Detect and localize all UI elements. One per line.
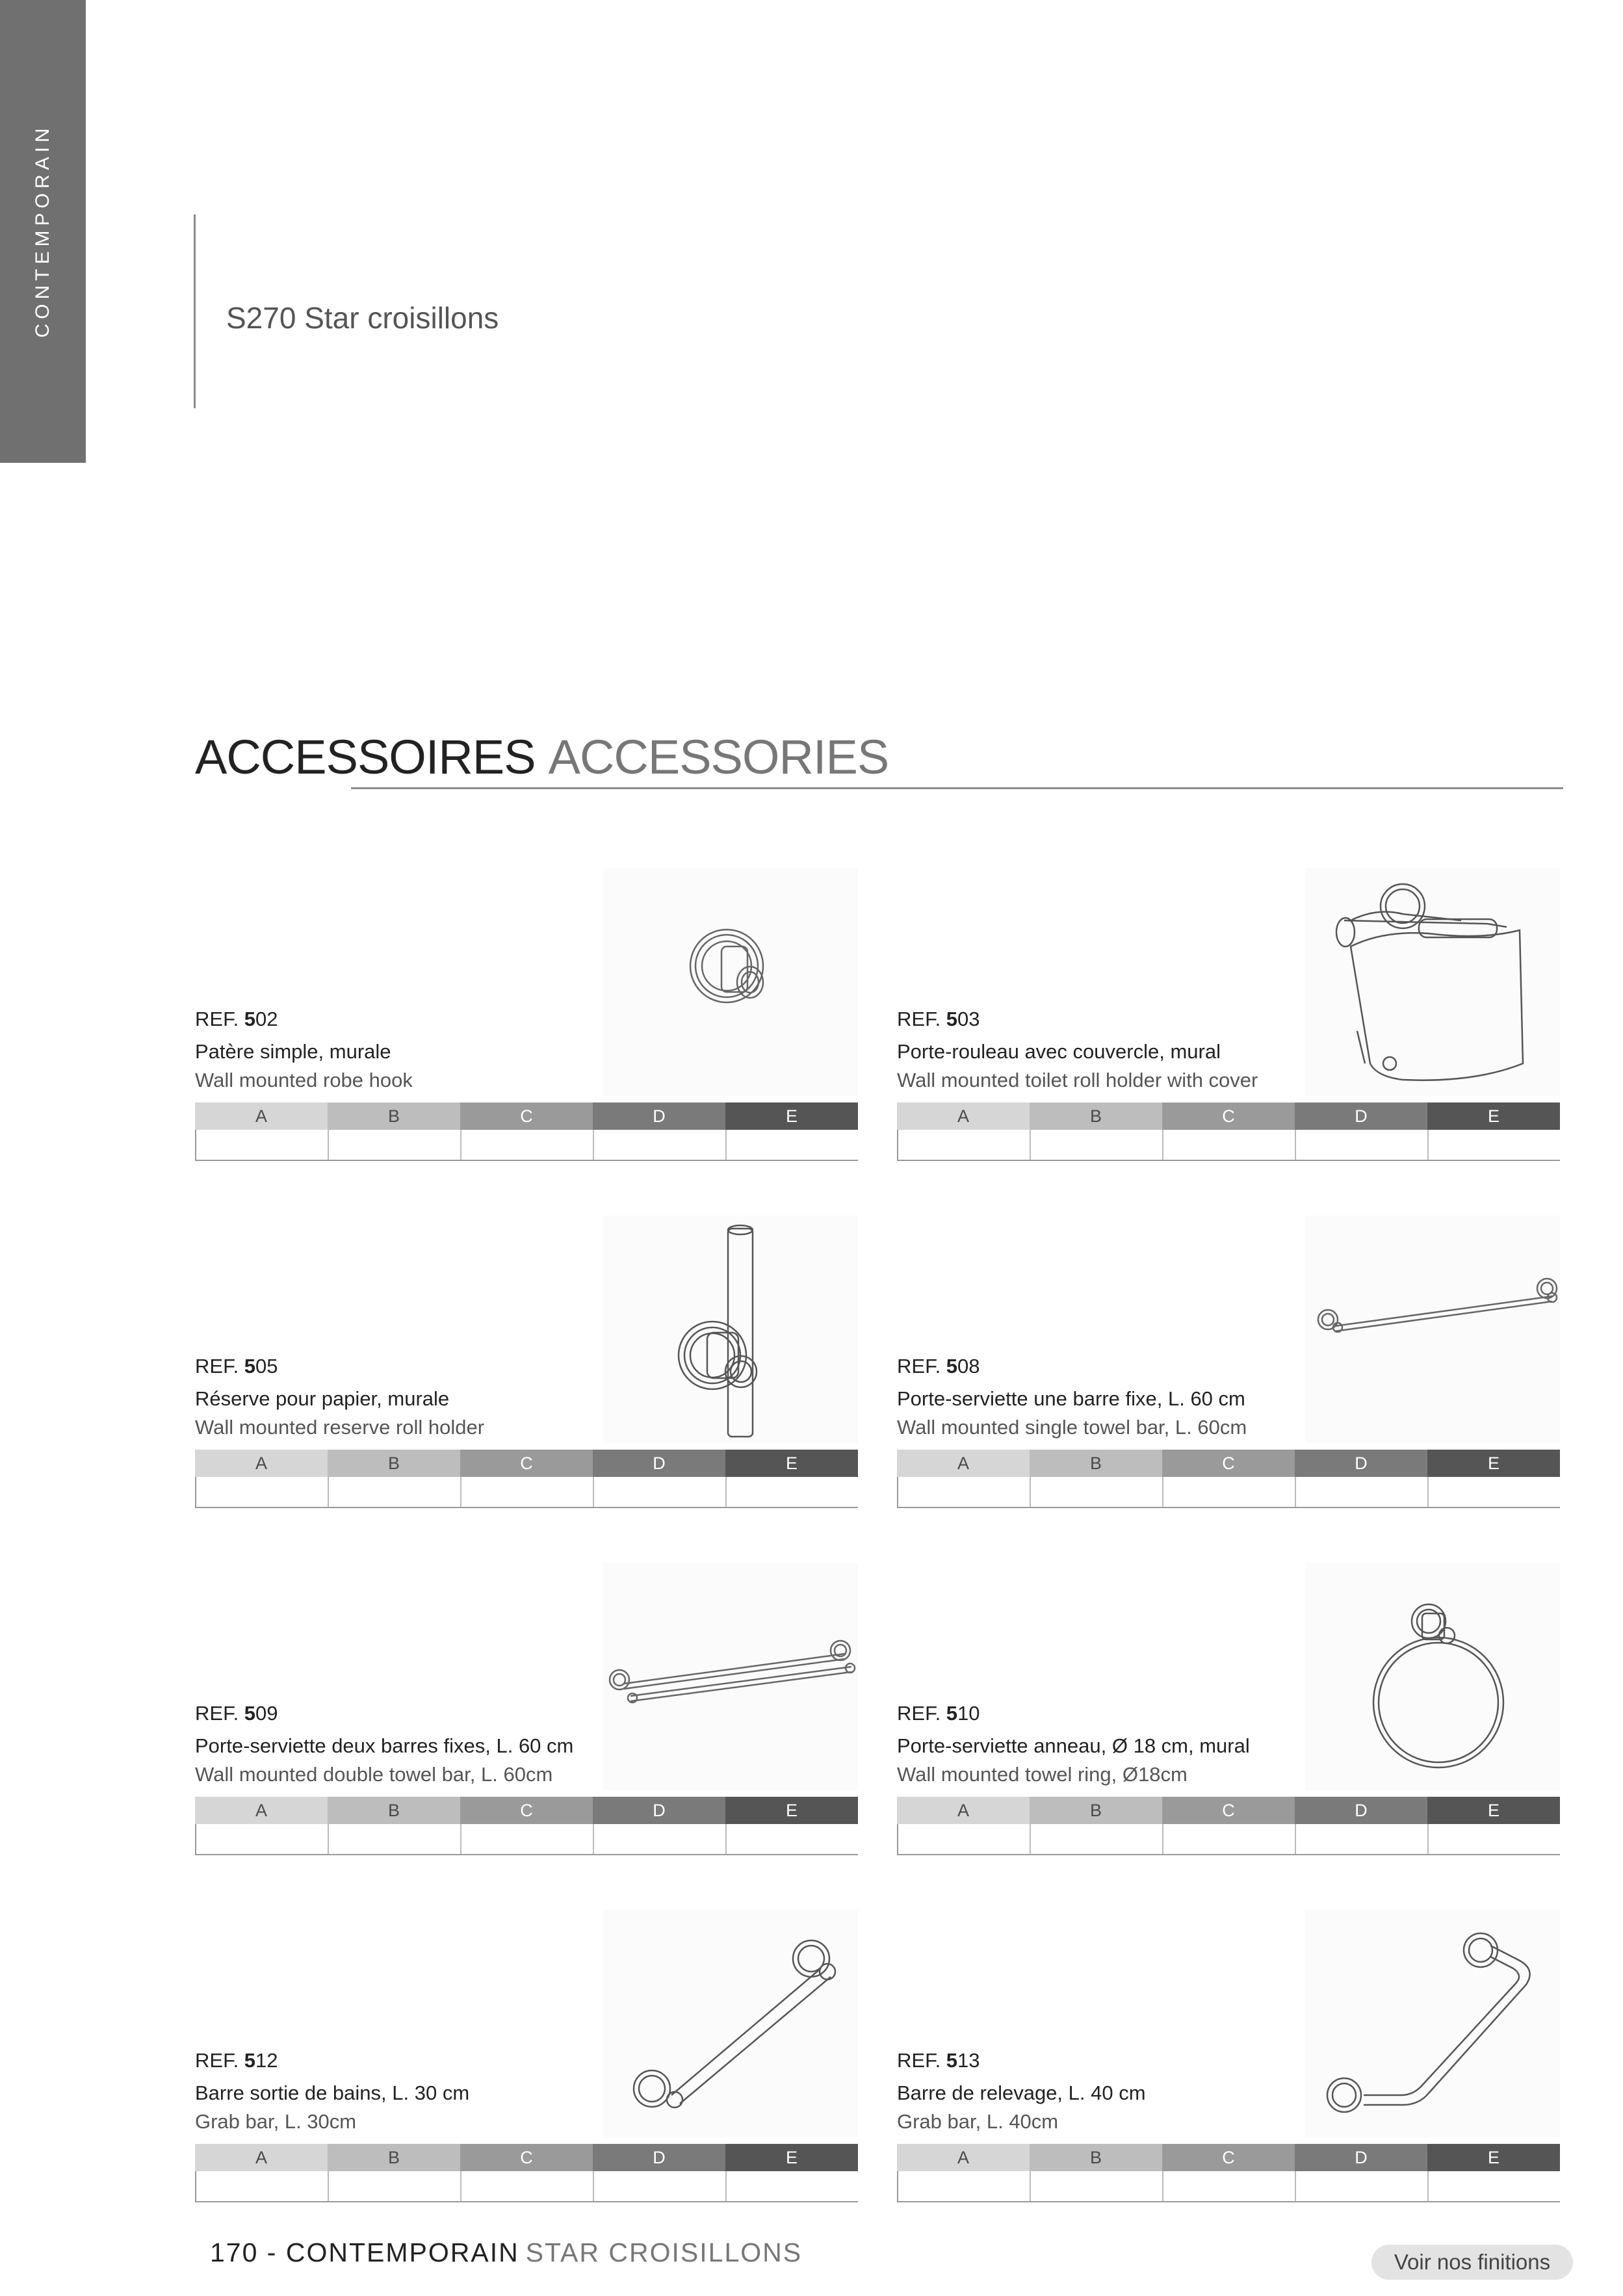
finish-col-d: D [593,1102,725,1130]
finish-table-row [897,1130,1560,1161]
product-name-fr: Porte-serviette anneau, Ø 18 cm, mural [897,1734,1250,1757]
robe-hook-icon [603,868,858,1096]
finish-cell [1162,1477,1295,1507]
product-ref: REF. 503 [897,1008,980,1030]
finish-table-row [195,1477,858,1508]
product-image [1305,1216,1560,1443]
product-name-en: Wall mounted single towel bar, L. 60cm [897,1416,1247,1439]
finish-cell [1030,1824,1162,1854]
finish-cell [328,1130,460,1160]
finish-col-c: C [1162,1102,1295,1130]
product-image [603,1216,858,1443]
product-ref: REF. 502 [195,1008,278,1030]
finish-cell [328,1477,460,1507]
finish-col-a: A [195,1450,328,1477]
product-name-fr: Barre de relevage, L. 40 cm [897,2081,1146,2104]
finish-cell [897,2171,1030,2201]
finish-cell [593,1824,725,1854]
finish-col-e: E [725,1450,858,1477]
product-card [897,1910,1560,2189]
product-ref: REF. 509 [195,1702,278,1725]
finish-cell [593,1130,725,1160]
finish-table-row [195,2171,858,2202]
finish-col-a: A [897,1102,1030,1130]
product-ref: REF. 508 [897,1355,980,1377]
finish-col-c: C [1162,2144,1295,2171]
towel-ring-icon [1305,1563,1560,1790]
title-divider [194,215,196,408]
finish-cell [1030,1130,1162,1160]
section-heading [195,729,889,785]
page-footer [210,2237,802,2268]
finish-col-b: B [328,2144,460,2171]
finish-cell [725,1130,858,1160]
product-image [1305,1910,1560,2137]
finish-col-e: E [1427,1797,1560,1824]
product-card [195,868,858,1148]
finish-col-b: B [1030,1102,1162,1130]
product-name-fr: Porte-rouleau avec couvercle, mural [897,1040,1221,1063]
product-name-fr: Porte-serviette une barre fixe, L. 60 cm [897,1387,1245,1410]
product-name-en: Grab bar, L. 40cm [897,2110,1059,2133]
finish-col-a: A [195,2144,328,2171]
product-name-en: Wall mounted double towel bar, L. 60cm [195,1763,553,1786]
finish-cell [897,1477,1030,1507]
finish-col-b: B [328,1450,460,1477]
see-finishes-button[interactable]: Voir nos finitions [1371,2245,1573,2280]
finish-col-b: B [328,1797,460,1824]
finish-col-e: E [1427,1102,1560,1130]
finish-cell [1295,1130,1427,1160]
finish-cell [725,1477,858,1507]
product-card [897,868,1560,1148]
reserve-roll-holder-icon [603,1216,858,1443]
finish-col-b: B [1030,2144,1162,2171]
finish-table-row [897,1824,1560,1855]
finish-table-row [195,1130,858,1161]
product-name-en: Wall mounted reserve roll holder [195,1416,485,1439]
finish-cell [1295,1477,1427,1507]
finish-cell [725,1824,858,1854]
finish-cell [328,1824,460,1854]
product-name-en: Wall mounted robe hook [195,1069,413,1091]
finish-col-b: B [1030,1450,1162,1477]
finish-cell [195,1477,328,1507]
product-name-fr: Barre sortie de bains, L. 30 cm [195,2081,470,2104]
finish-col-d: D [593,1450,725,1477]
side-tab [0,0,86,463]
finish-cell [1162,1130,1295,1160]
finish-table-header [897,2144,1560,2171]
finish-col-a: A [195,1797,328,1824]
product-ref: REF. 510 [897,1702,980,1725]
finish-table-header [897,1797,1560,1824]
product-image [603,1563,858,1790]
finish-cell [460,1477,593,1507]
finish-cell [593,2171,725,2201]
product-name-en: Grab bar, L. 30cm [195,2110,357,2133]
finish-table-row [195,1824,858,1855]
finish-cell [195,1824,328,1854]
finish-table-header [897,1450,1560,1477]
finish-cell [1162,2171,1295,2201]
finish-cell [1162,1824,1295,1854]
finish-col-c: C [1162,1797,1295,1824]
finish-table-header [195,1797,858,1824]
finish-table-header [195,1102,858,1130]
finish-cell [1427,1824,1560,1854]
finish-col-d: D [1295,1450,1427,1477]
product-ref: REF. 512 [195,2049,278,2072]
finish-col-a: A [195,1102,328,1130]
finish-col-c: C [460,2144,593,2171]
footer-series: STAR CROISILLONS [525,2237,803,2267]
finish-cell [725,2171,858,2201]
product-card [195,1216,858,1495]
finish-cell [593,1477,725,1507]
finish-cell [1427,1477,1560,1507]
section-divider [351,787,1563,789]
finish-cell [1030,1477,1162,1507]
finish-col-c: C [460,1450,593,1477]
finish-cell [1295,1824,1427,1854]
finish-col-e: E [1427,2144,1560,2171]
finish-col-d: D [593,2144,725,2171]
finish-col-b: B [328,1102,460,1130]
finish-col-e: E [725,1102,858,1130]
double-towel-bar-icon [603,1563,858,1790]
finish-table-header [897,1102,1560,1130]
finish-cell [897,1130,1030,1160]
finish-cell [897,1824,1030,1854]
finish-table-header [195,1450,858,1477]
section-title-fr: ACCESSOIRES [195,730,536,784]
finish-col-d: D [1295,2144,1427,2171]
finish-col-b: B [1030,1797,1162,1824]
single-towel-bar-icon [1305,1216,1560,1443]
finish-cell [1427,1130,1560,1160]
finish-col-e: E [725,2144,858,2171]
finish-col-a: A [897,1450,1030,1477]
finish-col-c: C [1162,1450,1295,1477]
grab-bar-icon [603,1910,858,2137]
product-image [1305,868,1560,1096]
finish-cell [1030,2171,1162,2201]
product-name-fr: Porte-serviette deux barres fixes, L. 60 cm [195,1734,574,1757]
finish-cell [1295,2171,1427,2201]
product-card [195,1563,858,1842]
finish-col-e: E [1427,1450,1560,1477]
finish-col-d: D [1295,1102,1427,1130]
side-tab-label: CONTEMPORAIN [32,124,53,338]
finish-cell [195,1130,328,1160]
product-image [1305,1563,1560,1790]
finish-col-d: D [1295,1797,1427,1824]
product-card [897,1563,1560,1842]
toilet-roll-holder-icon [1305,868,1560,1096]
product-name-fr: Patère simple, murale [195,1040,391,1063]
finish-col-d: D [593,1797,725,1824]
finish-col-a: A [897,1797,1030,1824]
product-card [897,1216,1560,1495]
finish-cell [328,2171,460,2201]
footer-category: CONTEMPORAIN [285,2237,519,2267]
finish-col-c: C [460,1797,593,1824]
page-number: 170 - [210,2237,286,2267]
product-name-en: Wall mounted toilet roll holder with cover [897,1069,1258,1091]
product-image [603,868,858,1096]
section-title-en: ACCESSORIES [548,730,889,784]
finish-table-header [195,2144,858,2171]
finish-table-row [897,1477,1560,1508]
finish-cell [195,2171,328,2201]
finish-table-row [897,2171,1560,2202]
product-name-fr: Réserve pour papier, murale [195,1387,450,1410]
finish-cell [460,1824,593,1854]
finish-col-e: E [725,1797,858,1824]
product-name-en: Wall mounted towel ring, Ø18cm [897,1763,1188,1786]
product-card [195,1910,858,2189]
finish-cell [460,1130,593,1160]
series-title: S270 Star croisillons [226,301,499,335]
finish-cell [460,2171,593,2201]
product-image [603,1910,858,2137]
angled-grab-bar-icon [1305,1910,1560,2137]
finish-cell [1427,2171,1560,2201]
product-ref: REF. 513 [897,2049,980,2072]
finish-col-c: C [460,1102,593,1130]
finish-col-a: A [897,2144,1030,2171]
product-ref: REF. 505 [195,1355,278,1377]
